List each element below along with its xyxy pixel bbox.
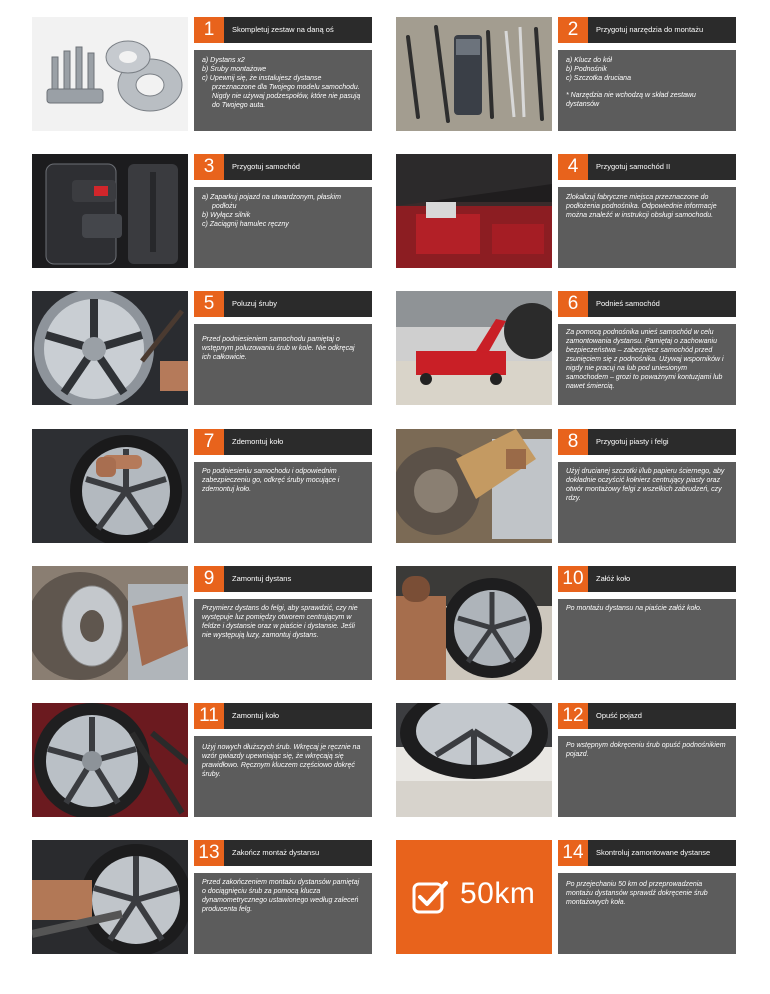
step-text: Za pomocą podnośnika unieś samochód w celu zamontowania dystansu. Pamiętaj o zachowaniu bezpieczeństwa – zabezpiecz samochód przed zsunięciem się z podnośnika. Używaj wsporników i nigdy nie pracuj na lub pod uniesionym samochodem – grozi to poważnymi kontuzjami lub nawet śmiercią. bbox=[566, 329, 724, 390]
step-item: a) Zaparkuj pojazd na utwardzonym, płaskim podłożu bbox=[202, 194, 341, 210]
step-body bbox=[558, 187, 736, 268]
tighten-bolts-photo bbox=[32, 703, 188, 817]
step-title: Przygotuj samochód bbox=[232, 162, 300, 171]
step-title: Skompletuj zestaw na daną oś bbox=[232, 25, 334, 34]
step-title: Zakończ montaż dystansu bbox=[232, 848, 320, 857]
step-body bbox=[194, 50, 372, 131]
step-text: Zlokalizuj fabryczne miejsca przeznaczone do podłożenia podnośnika. Odpowiednie informacje można znaleźć w instrukcji obsługi samochodu. bbox=[566, 194, 717, 219]
step-number: 12 bbox=[558, 703, 588, 729]
step-text: Użyj nowych dłuższych śrub. Wkręcaj je ręcznie na wzór gwiazdy upewniając się, że wkręcają się prawidłowo. Ręcznym kluczem częściowo dokręć śruby. bbox=[202, 744, 361, 778]
step-body bbox=[194, 873, 372, 954]
step-item: c) Zaciągnij hamulec ręczny bbox=[202, 220, 289, 228]
step-number: 14 bbox=[558, 840, 588, 866]
step-number: 1 bbox=[194, 17, 224, 43]
step-header bbox=[558, 291, 736, 317]
step-title: Podnieś samochód bbox=[596, 299, 660, 308]
tools-photo bbox=[396, 17, 552, 131]
step-number: 3 bbox=[194, 154, 224, 180]
step-title: Załóż koło bbox=[596, 574, 631, 583]
step-item: b) Śruby montażowe bbox=[202, 65, 267, 73]
step-item: c) Upewnij się, że instalujesz dystanse przeznaczone dla Twojego modelu samochodu. Nigdy nie używaj podzespołów, które nie pasują do Twojego auta. bbox=[202, 74, 361, 109]
step-header bbox=[194, 291, 372, 317]
step-number: 6 bbox=[558, 291, 588, 317]
step-number: 9 bbox=[194, 566, 224, 592]
checkmark-icon bbox=[412, 880, 450, 919]
step-header bbox=[194, 429, 372, 455]
step-title: Zamontuj dystans bbox=[232, 574, 292, 583]
step-body bbox=[558, 599, 736, 680]
lifting-car-photo bbox=[396, 291, 552, 405]
step-title: Poluzuj śruby bbox=[232, 299, 278, 308]
step-text: Po montażu dystansu na piaście załóż koło. bbox=[566, 605, 702, 612]
step-body bbox=[558, 50, 736, 131]
step-item: a) Klucz do kół bbox=[566, 57, 612, 64]
step-body bbox=[194, 324, 372, 405]
mileage-label: 50km bbox=[460, 877, 536, 910]
step-number: 4 bbox=[558, 154, 588, 180]
step-number: 2 bbox=[558, 17, 588, 43]
step-note: * Narzędzia nie wchodzą w skład zestawu dystansów bbox=[566, 91, 696, 108]
torque-wrench-photo bbox=[32, 840, 188, 954]
step-text: Przymierz dystans do felgi, aby sprawdzić, czy nie występuje luz pomiędzy otworem centrującym w feldze i dystansie oraz w piaście i dystansie. Jeśli nie występują luzy, zamontuj dystans. bbox=[202, 605, 358, 639]
step-header bbox=[558, 703, 736, 729]
step-header bbox=[558, 154, 736, 180]
remove-wheel-photo bbox=[32, 429, 188, 543]
step-item: c) Szczotka druciana bbox=[566, 74, 631, 82]
step-body bbox=[194, 736, 372, 817]
car-jack-photo bbox=[396, 154, 552, 268]
step-header bbox=[194, 154, 372, 180]
step-body bbox=[194, 462, 372, 543]
step-body bbox=[558, 873, 736, 954]
step-body bbox=[558, 736, 736, 817]
step-title: Zamontuj koło bbox=[232, 711, 280, 720]
step-text: Po wstępnym dokręceniu śrub opuść podnośnikiem pojazd. bbox=[566, 742, 726, 758]
step-number: 10 bbox=[558, 566, 588, 592]
handbrake-photo bbox=[32, 154, 188, 268]
step-header bbox=[194, 703, 372, 729]
step-header bbox=[558, 17, 736, 43]
step-text: Użyj drucianej szczotki i/lub papieru ściernego, aby dokładnie oczyścić kołnierz centrujący piasty oraz otwór montażowy felgi z wszelkich zabrudzeń, czy rdzy. bbox=[566, 468, 725, 502]
step-header bbox=[558, 429, 736, 455]
step-header bbox=[194, 17, 372, 43]
step-title: Przygotuj samochód II bbox=[596, 162, 671, 171]
step-number: 5 bbox=[194, 291, 224, 317]
step-title: Skontroluj zamontowane dystanse bbox=[596, 848, 711, 857]
step-title: Przygotuj piasty i felgi bbox=[596, 437, 669, 446]
step-text: Przed zakończeniem montażu dystansów pamiętaj o dociągnięciu śrub za pomocą klucza dynamometrycznego ustawionego według zaleceń producenta felg. bbox=[202, 879, 360, 913]
step-title: Opuść pojazd bbox=[596, 711, 642, 720]
step-text: Przed podniesieniem samochodu pamiętaj o wstępnym poluzowaniu śrub w kole. Nie odkręcaj ich całkowicie. bbox=[202, 336, 355, 361]
step-title: Przygotuj narzędzia do montażu bbox=[596, 25, 704, 34]
step-header bbox=[194, 840, 372, 866]
clean-hub-photo bbox=[396, 429, 552, 543]
step-number: 11 bbox=[194, 703, 224, 729]
step-text: Po podniesieniu samochodu i odpowiednim zabezpieczeniu go, odkręć śruby mocujące i zdemontuj koło. bbox=[202, 468, 340, 493]
step-header bbox=[194, 566, 372, 592]
step-body bbox=[194, 187, 372, 268]
step-item: b) Wyłącz silnik bbox=[202, 211, 251, 219]
install-wheel-photo bbox=[396, 566, 552, 680]
step-number: 8 bbox=[558, 429, 588, 455]
step-number: 13 bbox=[194, 840, 224, 866]
step-body bbox=[194, 599, 372, 680]
step-body bbox=[558, 462, 736, 543]
wheel-spacer-kit-photo bbox=[32, 17, 188, 131]
step-body bbox=[558, 324, 736, 405]
mileage-badge bbox=[396, 840, 552, 954]
step-header bbox=[558, 840, 736, 866]
step-title: Zdemontuj koło bbox=[232, 437, 284, 446]
step-text: Po przejechaniu 50 km od przeprowadzenia montażu dystansów sprawdź dokręcenie śrub montażowych koła. bbox=[566, 881, 708, 906]
loosen-bolts-photo bbox=[32, 291, 188, 405]
lower-car-photo bbox=[396, 703, 552, 817]
step-number: 7 bbox=[194, 429, 224, 455]
step-header bbox=[558, 566, 736, 592]
step-item: a) Dystans x2 bbox=[202, 57, 245, 64]
step-item: b) Podnośnik bbox=[566, 65, 607, 73]
mount-spacer-photo bbox=[32, 566, 188, 680]
